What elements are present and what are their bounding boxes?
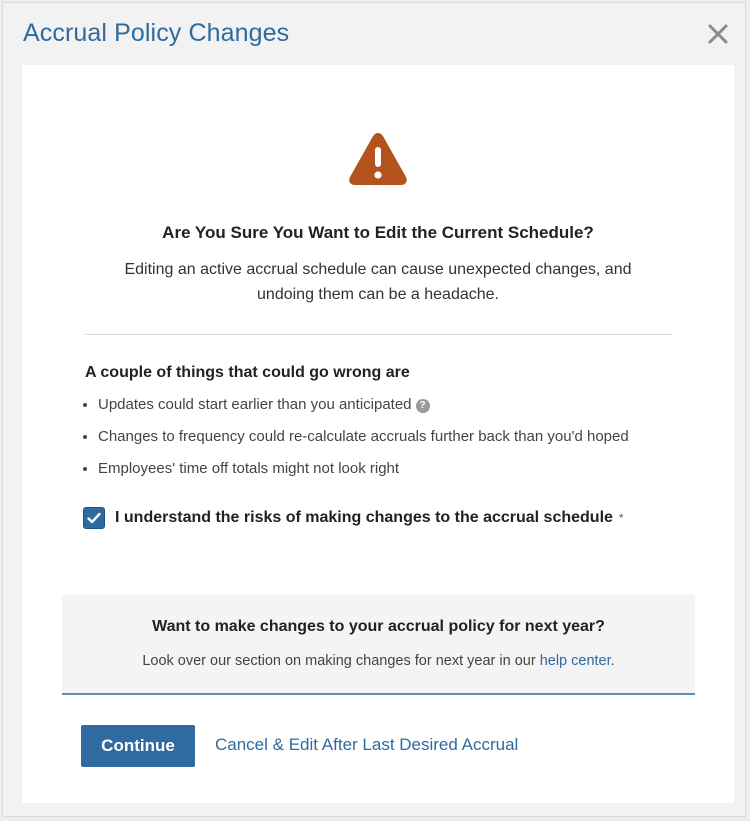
next-year-callout [62, 595, 695, 695]
risk-item-text: Updates could start earlier than you anticipated [98, 396, 412, 413]
close-icon[interactable] [705, 21, 731, 47]
risk-item-text: Employees' time off totals might not look right [98, 460, 400, 477]
accrual-policy-dialog [2, 2, 746, 817]
next-year-title: Want to make changes to your accrual policy for next year? [152, 618, 605, 635]
list-item [98, 425, 629, 457]
list-item [98, 457, 629, 489]
acknowledge-label[interactable]: I understand the risks of making changes to the accrual schedule [115, 509, 613, 526]
checkmark-icon [87, 512, 101, 524]
warning-icon [346, 129, 410, 187]
risks-list [74, 393, 629, 489]
confirm-description: Editing an active accrual schedule can cause unexpected changes, and undoing them can be a headache. [124, 261, 632, 303]
next-year-text [62, 653, 695, 669]
help-center-link[interactable]: help center [539, 653, 611, 669]
confirm-heading: Are You Sure You Want to Edit the Current Schedule? [162, 223, 594, 242]
acknowledge-row[interactable] [83, 507, 624, 529]
continue-button[interactable]: Continue [81, 725, 195, 767]
dialog-body [22, 65, 734, 803]
next-year-suffix: . [610, 653, 615, 669]
next-year-body: Look over our section on making changes for next year in our [142, 653, 536, 669]
acknowledge-checkbox[interactable] [83, 507, 105, 529]
dialog-title: Accrual Policy Changes [23, 19, 290, 47]
cancel-edit-link[interactable]: Cancel & Edit After Last Desired Accrual [215, 735, 519, 754]
required-marker: * [618, 511, 624, 525]
divider [85, 334, 672, 335]
risk-item-text: Changes to frequency could re-calculate accruals further back than you'd hoped [98, 428, 629, 445]
list-item [98, 393, 629, 425]
risks-heading: A couple of things that could go wrong are [85, 364, 410, 381]
help-icon[interactable]: ? [416, 399, 430, 413]
